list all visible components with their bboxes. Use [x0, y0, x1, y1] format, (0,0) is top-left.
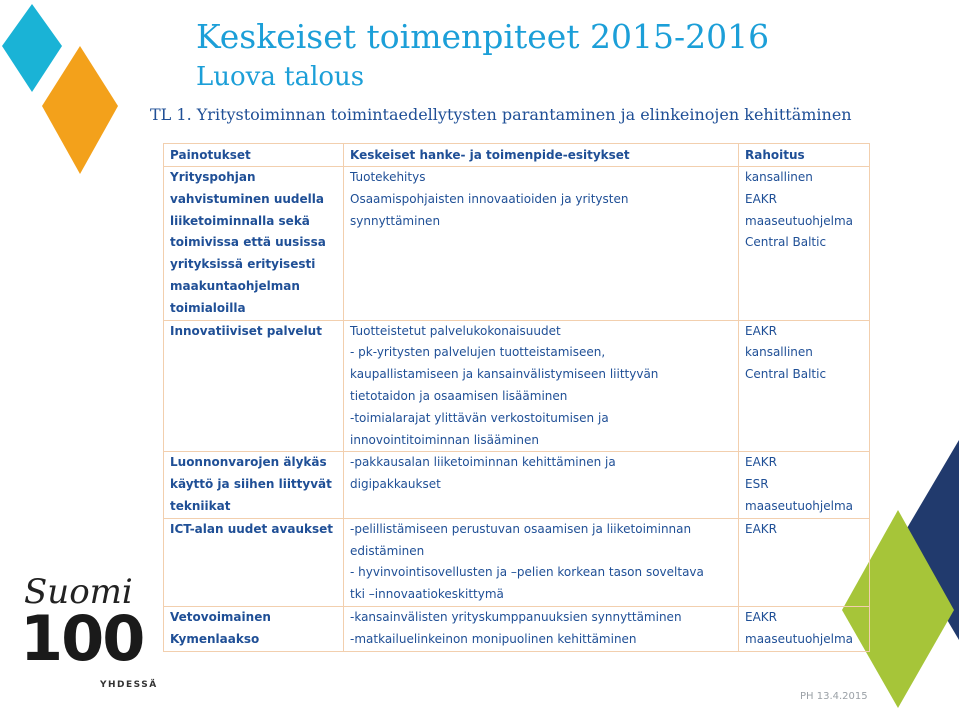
logo-number: 100	[20, 602, 144, 675]
cell-line: -matkailuelinkeinon monipuolinen kehittäminen	[350, 631, 637, 646]
cell-line: yrityksissä erityisesti	[170, 257, 316, 272]
table-header-row	[164, 144, 870, 167]
cell-toimenpiteet	[344, 320, 739, 452]
cell-line: EAKR	[745, 455, 777, 470]
cell-line: Tuotteistetut palvelukokonaisuudet	[350, 323, 561, 338]
logo-script-text: Suomi	[24, 572, 133, 612]
cell-line: ICT-alan uudet avaukset	[170, 521, 333, 536]
cell-line: - hyvinvointisovellusten ja –pelien korkean tason soveltava	[350, 565, 704, 580]
cell-line: innovointitoiminnan lisääminen	[350, 432, 539, 447]
cell-rahoitus	[739, 518, 870, 606]
cell-line: -pakkausalan liiketoiminnan kehittäminen ja	[350, 455, 616, 470]
table-body	[164, 167, 870, 652]
cell-line: maaseutuohjelma	[745, 498, 853, 513]
cell-line: -pelillistämiseen perustuvan osaamisen ja liiketoiminnan	[350, 521, 692, 536]
cell-line: EAKR	[745, 323, 777, 338]
cell-toimenpiteet	[344, 606, 739, 651]
cell-line: Yrityspohjan	[170, 170, 256, 184]
cell-line: ESR	[745, 477, 769, 492]
table-row	[164, 167, 870, 321]
cell-line: Vetovoimainen	[170, 609, 271, 624]
cell-line: tekniikat	[170, 498, 231, 513]
cell-line: EAKR	[745, 191, 777, 206]
suomi-100-logo	[18, 572, 158, 697]
cell-line: -kansainvälisten yrityskumppanuuksien synnyttäminen	[350, 609, 682, 624]
cell-line: kansallinen	[745, 345, 813, 360]
cell-toimenpiteet	[344, 167, 739, 321]
cell-line: synnyttäminen	[350, 213, 441, 228]
cell-line: edistäminen	[350, 543, 425, 558]
table-row	[164, 320, 870, 452]
cell-line: kansallinen	[745, 170, 813, 184]
column-header-painotukset: Painotukset	[164, 144, 344, 167]
cell-line: maakuntaohjelman	[170, 278, 300, 293]
cell-line: digipakkaukset	[350, 477, 441, 492]
cell-rahoitus	[739, 452, 870, 518]
cell-line: EAKR	[745, 521, 777, 536]
cell-painotus	[164, 518, 344, 606]
puzzle-diamond-orange-icon	[42, 46, 118, 174]
cell-line: -toimialarajat ylittävän verkostoitumisen ja	[350, 410, 609, 425]
cell-line: maaseutuohjelma	[745, 631, 853, 646]
cell-line: - pk-yritysten palvelujen tuotteistamiseen,	[350, 345, 606, 360]
cell-line: tietotaidon ja osaamisen lisääminen	[350, 388, 568, 403]
cell-toimenpiteet	[344, 518, 739, 606]
cell-line: tki –innovaatiokeskittymä	[350, 587, 504, 602]
table-row	[164, 452, 870, 518]
page-subtitle: Luova talous	[196, 62, 365, 92]
cell-line: Central Baltic	[745, 235, 827, 250]
table-row	[164, 518, 870, 606]
footer-date: PH 13.4.2015	[800, 691, 868, 702]
cell-rahoitus	[739, 606, 870, 651]
cell-line: toimialoilla	[170, 300, 246, 315]
column-header-rahoitus: Rahoitus	[739, 144, 870, 167]
table-row	[164, 606, 870, 651]
section-heading: TL 1. Yritystoiminnan toimintaedellytysten parantaminen ja elinkeinojen kehittäminen	[150, 105, 852, 124]
puzzle-diamond-cyan-icon	[2, 4, 62, 92]
cell-line: Central Baltic	[745, 367, 827, 382]
cell-painotus	[164, 606, 344, 651]
cell-line: toimivissa että uusissa	[170, 235, 326, 250]
cell-line: Innovatiiviset palvelut	[170, 323, 322, 338]
cell-line: Osaamispohjaisten innovaatioiden ja yritysten	[350, 191, 629, 206]
cell-line: Luonnonvarojen älykäs	[170, 455, 327, 470]
cell-line: käyttö ja siihen liittyvät	[170, 477, 332, 492]
cell-toimenpiteet	[344, 452, 739, 518]
column-header-toimenpiteet: Keskeiset hanke- ja toimenpide-esitykset	[344, 144, 739, 167]
cell-line: vahvistuminen uudella	[170, 191, 324, 206]
cell-rahoitus	[739, 167, 870, 321]
cell-painotus	[164, 320, 344, 452]
cell-line: maaseutuohjelma	[745, 213, 853, 228]
cell-line: Kymenlaakso	[170, 631, 260, 646]
cell-line: EAKR	[745, 609, 777, 624]
cell-line: kaupallistamiseen ja kansainvälistymiseen liittyvän	[350, 367, 659, 382]
cell-line: liiketoiminnalla sekä	[170, 213, 310, 228]
cell-painotus	[164, 452, 344, 518]
cell-painotus	[164, 167, 344, 321]
page-title: Keskeiset toimenpiteet 2015-2016	[196, 17, 770, 56]
logo-tagline: YHDESSÄ	[100, 680, 158, 690]
measures-table	[163, 143, 870, 652]
cell-line: Tuotekehitys	[350, 170, 426, 184]
cell-rahoitus	[739, 320, 870, 452]
